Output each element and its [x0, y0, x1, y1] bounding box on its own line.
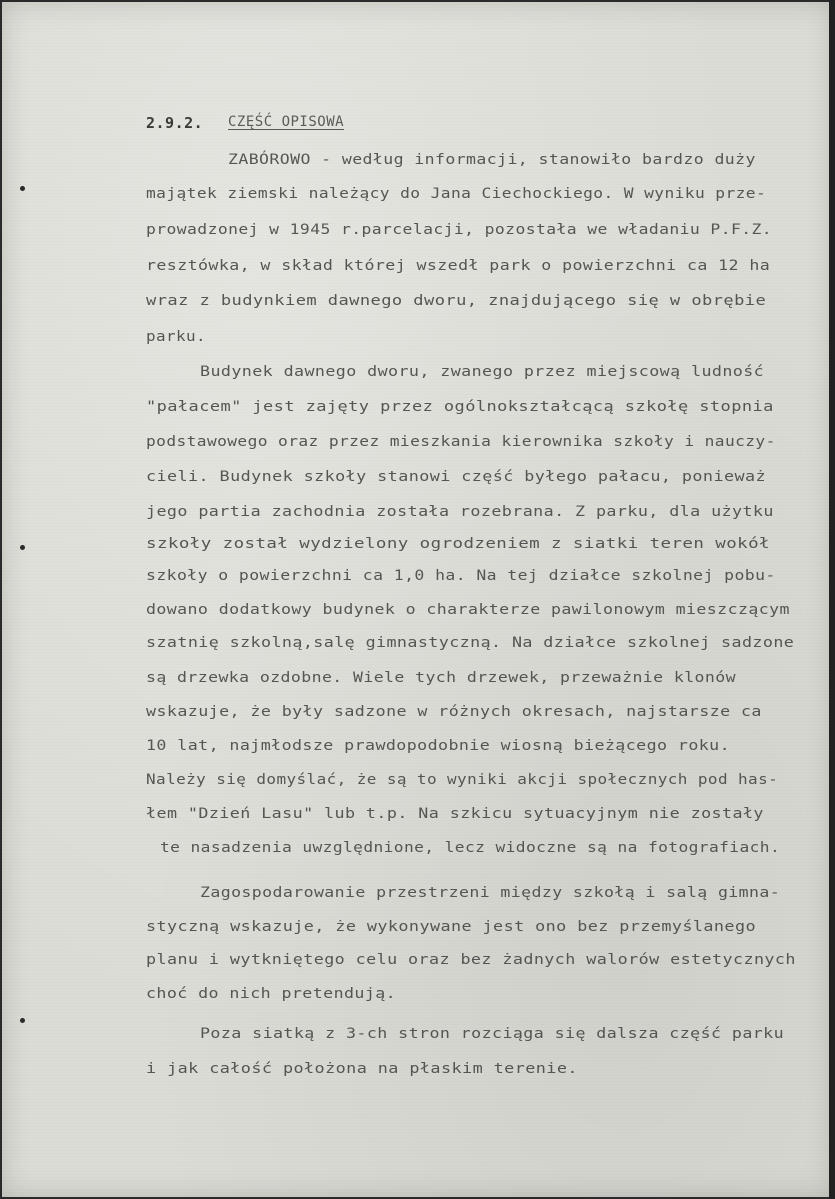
text-line: i jak całość położona na płaskim terenie. — [146, 1061, 578, 1077]
text-line: Zagospodarowanie przestrzeni między szkołą i salą gimna- — [200, 885, 781, 901]
text-line: parku. — [146, 329, 207, 345]
text-line: podstawowego oraz przez mieszkania kierownika szkoły i nauczy- — [146, 434, 776, 450]
section-title: CZĘŚĆ OPISOWA — [228, 114, 345, 130]
text-line: są drzewka ozdobne. Wiele tych drzewek, przeważnie klonów — [146, 670, 736, 686]
text-line: Budynek dawnego dworu, zwanego przez miejscową ludność — [200, 364, 765, 380]
punch-hole — [20, 1018, 25, 1023]
text-line: planu i wytkniętego celu oraz bez żadnych walorów estetycznych — [146, 952, 796, 968]
text-line: jego partia zachodnia została rozebrana. Z parku, dla użytku — [146, 504, 774, 520]
text-line: Należy się domyślać, że są to wyniki akcji społecznych pod has- — [146, 772, 779, 788]
text-line: wraz z budynkiem dawnego dworu, znajdującego się w obrębie — [146, 293, 767, 309]
scan-edge — [829, 0, 835, 1199]
text-line: resztówka, w skład której wszedł park o powierzchni ca 12 ha — [146, 258, 771, 274]
text-line: cieli. Budynek szkoły stanowi część byłego pałacu, ponieważ — [146, 469, 766, 485]
text-line: szkoły został wydzielony ogrodzeniem z siatki teren wokół — [146, 536, 770, 552]
section-number: 2.9.2. — [146, 114, 204, 132]
text-line: szkoły o powierzchni ca 1,0 ha. Na tej działce szkolnej pobu- — [146, 568, 776, 584]
text-line: "pałacem" jest zajęty przez ogólnokształcącą szkołę stopnia — [146, 399, 774, 415]
punch-hole — [20, 545, 25, 550]
punch-hole — [20, 186, 25, 191]
text-line: ZABÓROWO - według informacji, stanowiło bardzo duży — [228, 152, 756, 168]
text-line: 10 lat, najmłodsze prawdopodobnie wiosną bieżącego roku. — [146, 738, 731, 754]
text-line: łem "Dzień Lasu" lub t.p. Na szkicu sytuacyjnym nie zostały — [146, 806, 764, 822]
text-line: styczną wskazuje, że wykonywane jest ono bez przemyślanego — [146, 919, 756, 935]
text-line: majątek ziemski należący do Jana Ciechockiego. W wyniku prze- — [146, 186, 767, 202]
text-line: wskazuje, że były sadzone w różnych okresach, najstarsze ca — [146, 704, 762, 720]
text-line: te nasadzenia uwzględnione, lecz widoczne są na fotografiach. — [160, 840, 781, 856]
text-line: prowadzonej w 1945 r.parcelacji, pozostała we władaniu P.F.Z. — [146, 222, 773, 238]
text-line: dowano dodatkowy budynek o charakterze pawilonowym mieszczącym — [146, 602, 790, 618]
text-line: choć do nich pretendują. — [146, 986, 397, 1002]
text-line: szatnię szkolną,salę gimnastyczną. Na działce szkolnej sadzone — [146, 635, 795, 651]
text-line: Poza siatką z 3-ch stron rozciąga się dalsza część parku — [200, 1026, 785, 1042]
